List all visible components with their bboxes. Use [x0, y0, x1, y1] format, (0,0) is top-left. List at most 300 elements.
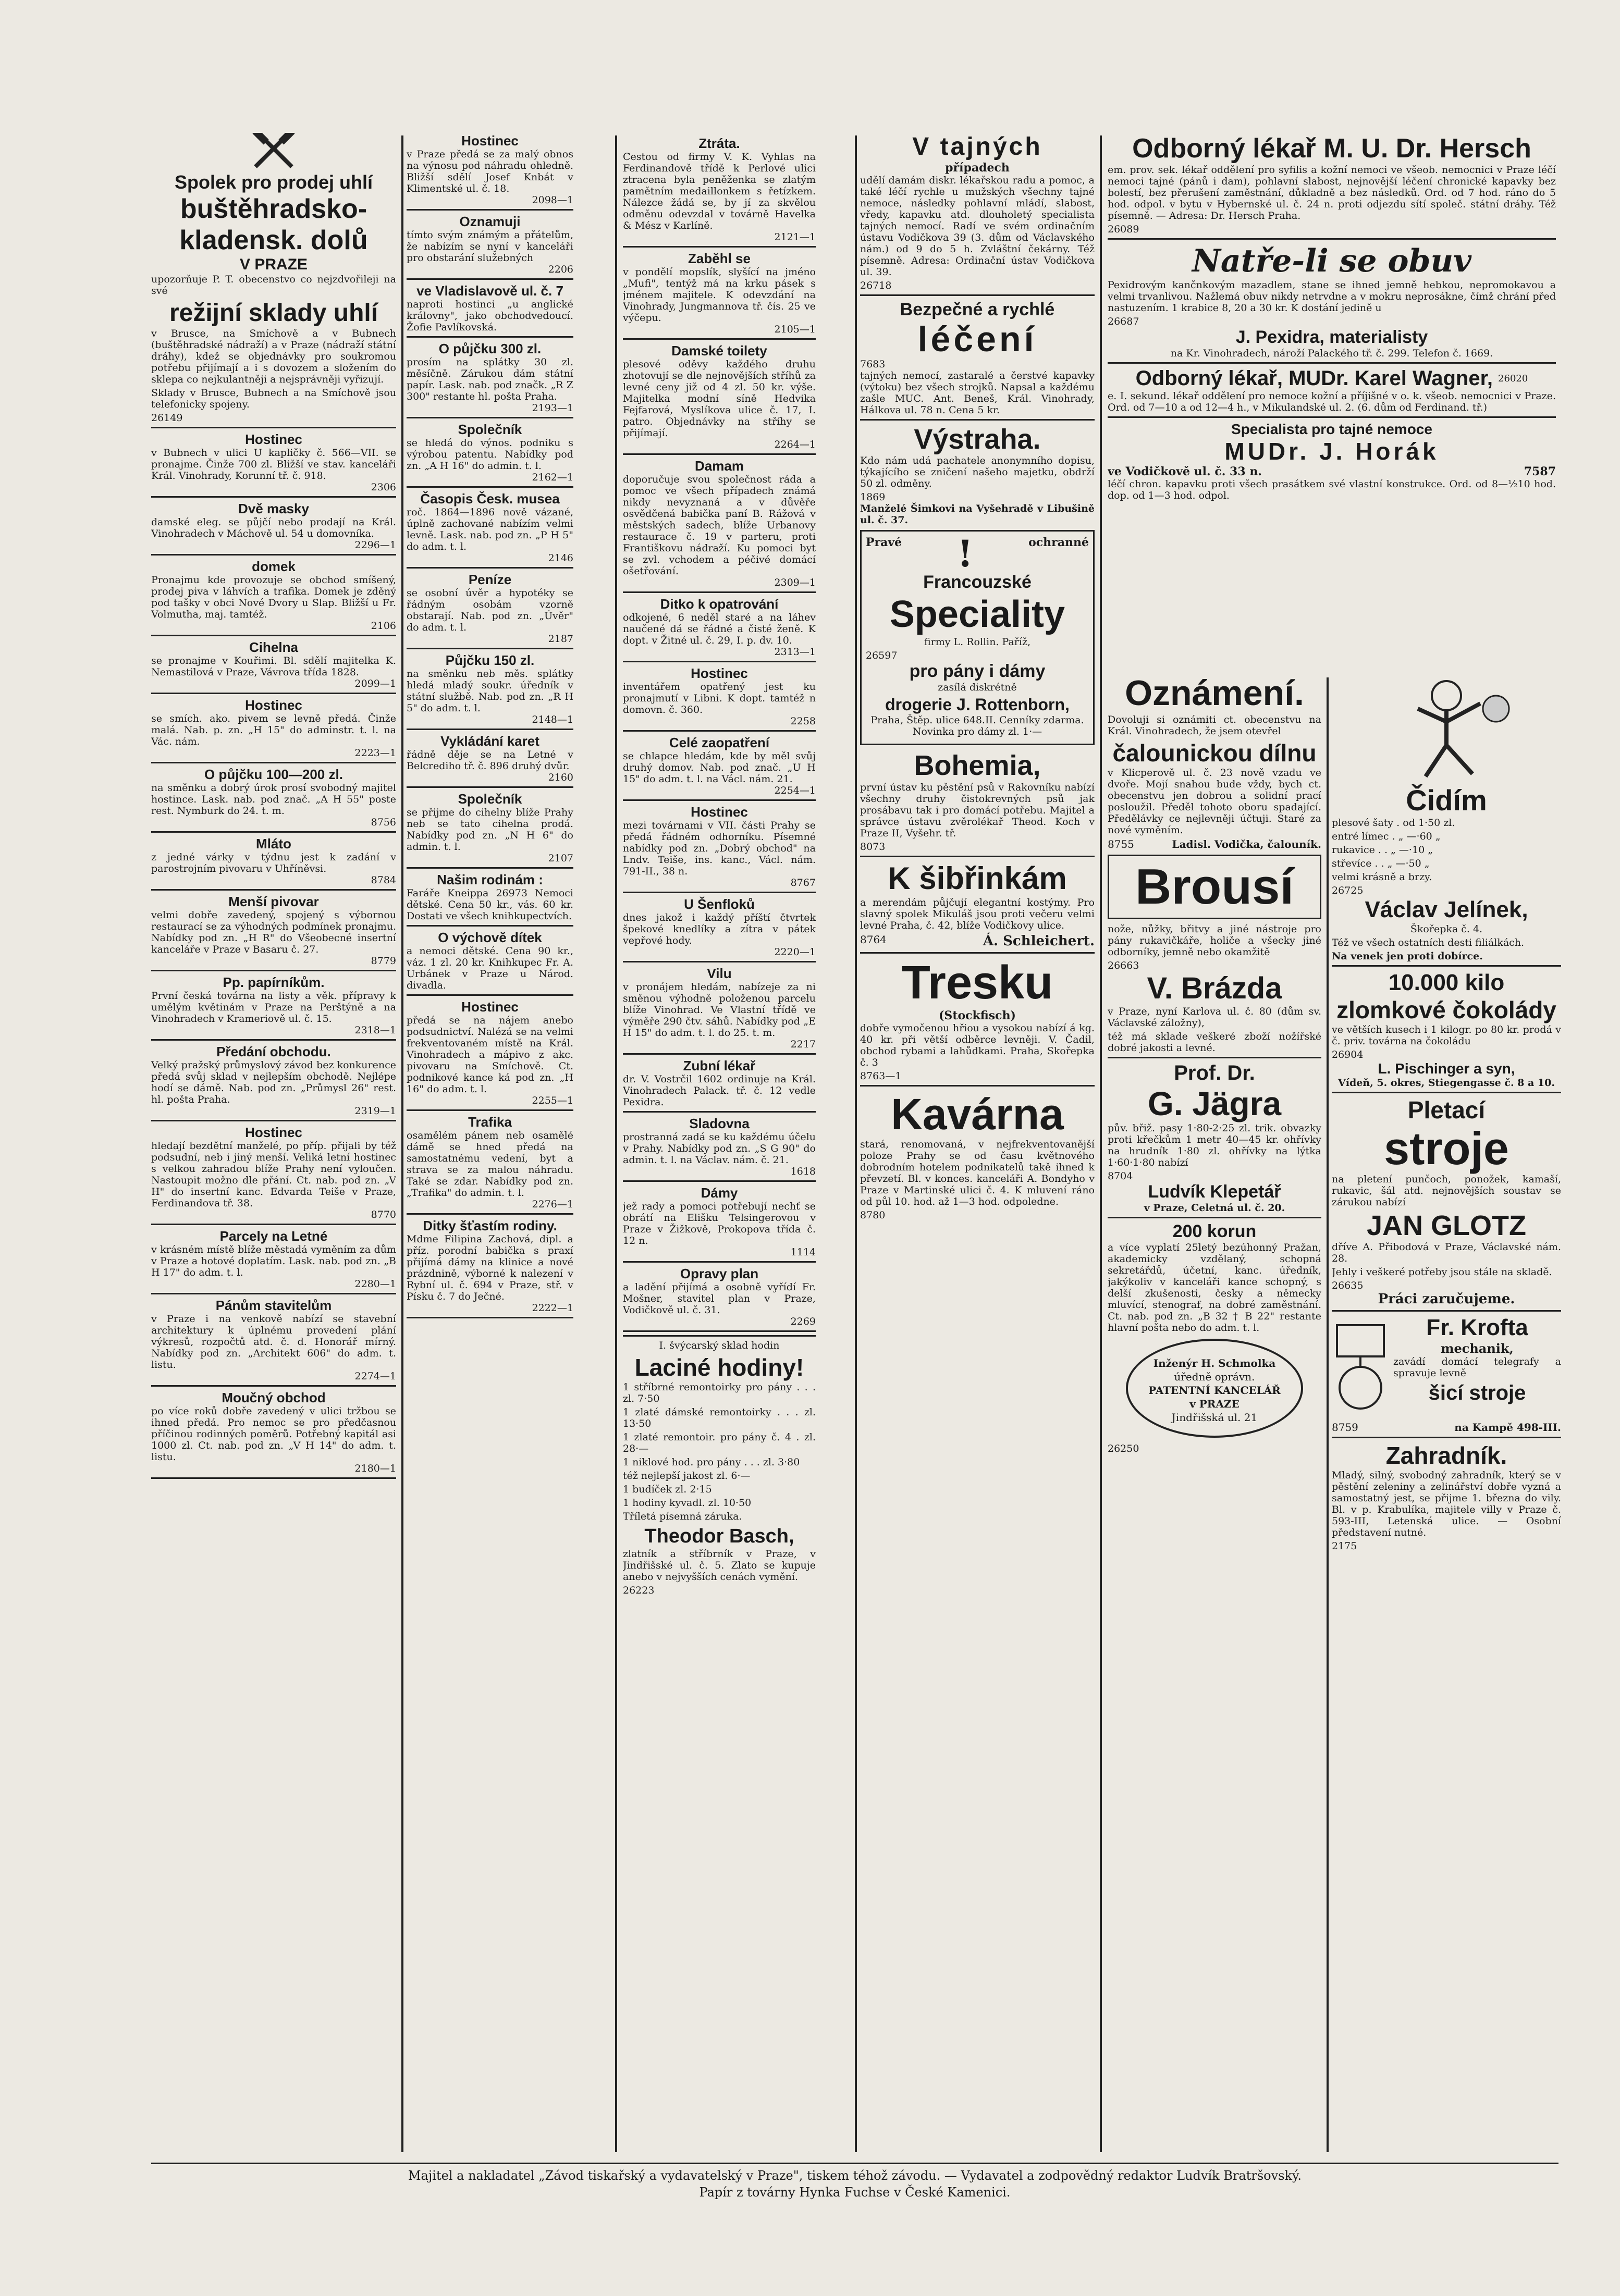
oznameni-sign: Ladisl. Vodička, čalouník. [1172, 838, 1321, 850]
brazda-body: též má sklade veškeré zboží nožířské dobré jakosti a levné. [1108, 1031, 1321, 1054]
classified-ad [407, 214, 573, 275]
oznameni-head: Oznámení. [1125, 673, 1304, 713]
ad-heading: Vykládání karet [440, 733, 539, 749]
ad-number: 1114 [790, 1246, 816, 1258]
imprint-footer [151, 2163, 1558, 2201]
cokolady-body: ve větších kusech i 1 kilogr. po 80 kr. prodá v č. priv. továrna na čokoládu [1332, 1024, 1561, 1047]
ad-number: 2274—1 [354, 1371, 396, 1382]
classified-ad [407, 791, 573, 864]
ad-heading: Pp. papírníkům. [223, 974, 325, 990]
sibrinkam-sign: Á. Schleichert. [983, 933, 1095, 949]
leceni-number: 7683 [860, 359, 886, 370]
ad-number: 2309—1 [774, 577, 816, 588]
classified-ad [151, 431, 396, 493]
classified-ad [151, 1390, 396, 1474]
ad-text: v Bubnech v ulici U kapličky č. 566—VII. se pronajme. Činže 700 zl. Bližší ve stav. kanceláři Král. Vinohrady, Korunní tř. č. 918. [151, 447, 396, 482]
jelinek-note: Na venek jen proti dobírce. [1332, 951, 1483, 962]
stamp-line-5: Jindřišská ul. 21 [1171, 1411, 1258, 1424]
price-line: 1 budíček zl. 2·15 [623, 1484, 712, 1495]
ad-text: na směnku a dobrý úrok prosí svobodný majitel hostince. Lask. nab. pod znač. „A H 55" poste rest. Nymburk do 24. t. m. [151, 782, 396, 817]
classified-ad [623, 1058, 816, 1108]
ad-number: 2319—1 [354, 1105, 396, 1117]
ad-heading: Společník [458, 791, 522, 807]
ad-heading: Zaběhl se [688, 251, 751, 266]
ad-number: 8784 [371, 874, 396, 886]
ad-heading: Časopis Česk. musea [420, 491, 560, 507]
hammers-icon [151, 133, 396, 171]
classified-ad [151, 767, 396, 828]
classified-ad [623, 735, 816, 796]
ad-text: roč. 1864—1896 nově vázané, úplně zachované nabízím velmi levně. Lask. nab. pod zn. „P H 5" do adm. t. l. [407, 507, 573, 552]
stroje-head: stroje [1384, 1122, 1509, 1174]
classified-ad [623, 251, 816, 335]
spolek-number: 26149 [151, 412, 183, 424]
ad-heading: Ditko k opatrování [660, 596, 779, 612]
classified-ad [623, 1116, 816, 1177]
ad-heading: Damské toilety [671, 343, 767, 359]
ad-number: 1618 [790, 1166, 816, 1177]
speciality-head: Speciality [889, 594, 1065, 635]
ad-text: inventářem opatřený jest ku pronajmutí v Libni. K dopt. tamtéž n domovn. č. 360. [623, 681, 816, 715]
sewing-machine-icon [1332, 1315, 1389, 1421]
column-rule [1327, 677, 1329, 2152]
clocks-number: 26223 [623, 1585, 655, 1596]
price-line: 1 hodiny kyvadl. zl. 10·50 [623, 1497, 752, 1509]
ad-text: Mdme Filipina Zachová, dipl. a příz. porodní babička s praxí přijímá dámy na klinice a nové prázdnině, výborné k nalezení v Rybní ul. č. 694 v Praze, stř. v Písku č. 7 do Ječné. [407, 1233, 573, 1302]
horak-addr: ve Vodičkově ul. č. 33 n. [1108, 465, 1262, 478]
spolek-city: V PRAZE [239, 256, 308, 273]
classified-ad [151, 639, 396, 689]
calounickou-head: čalounickou dílnu [1112, 739, 1317, 767]
classified-ad [407, 999, 573, 1106]
krofta-sub: mechanik, [1441, 1341, 1514, 1356]
ad-text: prostranná zadá se ku každému účelu v Prahy. Nabídky pod zn. „S G 90" do admin. t. l. na Václav. nám. č. 21. [623, 1131, 816, 1166]
ad-text: řádně děje se na Letné v Belcrediho tř. č. 896 druhý dvůr. [407, 749, 573, 772]
ad-text: Cestou od firmy V. K. Vyhlas na Ferdinandově třídě k Perlové ulici ztracena byla peněženka se zlatým pamětním medaillonkem s řetízkem. Nálezce žádá se, by jí za skvělou odměnu odevzdal v továrně Havelka & Mész v Karlíně. [623, 151, 816, 231]
price-line: plesové šaty . od 1·50 zl. [1332, 817, 1455, 829]
ad-text: První česká továrna na listy a věk. přípravy k umělým květinám v Praze na Perštýně a na Vinohradech v Krameriově ul. č. 15. [151, 990, 396, 1024]
ad-number: 2306 [371, 482, 396, 493]
leceni-body: tajných nemocí, zastaralé a čerstvé kapavky (výtoku) bez všech strojků. Napsal a každému zašle MUC. Ant. Beneš, Král. Vinohrady, Hálkova ul. 78 n. Cena 5 kr. [860, 370, 1095, 416]
ad-text: v Praze i na venkově nabízí se stavební architektury k úplnému provedení plání výkresů, rozpočtů atd. č. d. Honorář mírný. Nabídky pod zn. „Architekt 606" do adm. t. listu. [151, 1313, 396, 1371]
spolek-sklady: Sklady v Brusce, Bubnech a na Smíchově jsou telefonicky spojeny. [151, 387, 396, 410]
horak-body: léčí chron. kapavku proti všech prasátkem své vlastní konstrukce. Ord. od 8—½10 hod. dop. od 1—3 hod. odpol. [1108, 478, 1556, 501]
stamp-line-3: PATENTNÍ KANCELÁŘ [1148, 1384, 1281, 1397]
ad-number: 8779 [371, 955, 396, 967]
ad-number: 2264—1 [774, 439, 816, 450]
v-tajnych-sub: případech [945, 161, 1010, 175]
ad-text: v Praze předá se za malý obnos na výnosu pod náhradu ohledně. Bližší sdělí Josef Knbát v Klimentské ul. č. 18. [407, 149, 573, 194]
ad-heading: Dvě masky [238, 501, 309, 516]
ad-text: Pronajmu kde provozuje se obchod smíšený, prodej piva v láhvích a trafika. Domek je zděný pod tašky v obci Nové Dvory u Slap. Bližší u Fr. Volmutha, maj. tamtéž. [151, 574, 396, 620]
ad-number: 2255—1 [532, 1095, 573, 1106]
brousi-head: Brousí [1135, 859, 1294, 915]
ad-heading: Trafika [468, 1114, 512, 1130]
ad-text: velmi dobře zavedený, spojený s výbornou restaurací se za výhodných podmínek pronajmu. Nabídky pod zn. „H R" do Všeobecné insertní kanceláře v Praze v Basaru č. 27. [151, 909, 396, 955]
classified-ad [407, 572, 573, 645]
pletaci-head: Pletací [1407, 1096, 1486, 1124]
krofta-number: 8759 [1332, 1421, 1358, 1434]
kavarna-number: 8780 [860, 1209, 886, 1221]
krofta-addr: na Kampě 498-III. [1454, 1421, 1561, 1434]
ad-number: 2254—1 [774, 785, 816, 796]
hersch-number: 26089 [1108, 224, 1139, 235]
pexidra-name: J. Pexidra, materialisty [1235, 327, 1428, 347]
cidim-head: Čidím [1406, 784, 1487, 817]
v-tajnych-number: 26718 [860, 280, 892, 291]
classified-ad [623, 135, 816, 243]
price-line: 1 stříbrné remontoirky pro pány . . . zl. 7·50 [623, 1381, 816, 1404]
ad-number: 8770 [371, 1209, 396, 1220]
col1-ads [151, 431, 396, 1479]
ad-text: dnes jakož i každý příští čtvrtek špekové knedlíky a zítra v pátek vepřové hody. [623, 912, 816, 946]
sibrinkam-body: a merendám půjčují elegantní kostýmy. Pro slavný spolek Mikuláš jsou proti večeru velmi levné Praha, č. 42, blíže Vodičkovy ulice. [860, 897, 1095, 931]
spolek-intro: upozorňuje P. T. obecenstvo co nejzdvořileji na své [151, 274, 396, 297]
ad-text: Faráře Kneippa 26973 Nemoci dětské. Cena 50 kr., vás. 60 kr. Dostati ve všech knihkupectvích. [407, 887, 573, 922]
kavarna-head: Kavárna [891, 1090, 1064, 1139]
classified-ad [151, 974, 396, 1036]
ad-heading: ve Vladislavově ul. č. 7 [416, 283, 563, 299]
vystraha-body: Kdo nám udá pachatele anonymního dopisu, týkajícího se zničení našeho majetku, obdrží 50 zl. odměny. [860, 455, 1095, 489]
imprint-line-1: Majitel a nakladatel „Závod tiskařský a vydavatelský v Praze", tiskem téhož závodu. — Vydavatel a zodpovědný redaktor Ludvík Bratršovský. [151, 2163, 1558, 2184]
col2-ads [407, 133, 573, 1318]
leceni-head: léčení [917, 319, 1037, 359]
ad-number: 2180—1 [354, 1463, 396, 1474]
brousi-body: nože, nůžky, břitvy a jiné nástroje pro pány rukavičkáře, holiče a všecky jiné odborníky, jemně nebo okamžitě [1108, 923, 1321, 958]
ad-number: 8756 [371, 817, 396, 828]
odmena-body: a více vyplatí 25letý bezúhonný Pražan, akademicky vzdělaný, schopná sekretářdů, účetní, kanc. úředník, jakýkoliv v kanceláři kance schopný, s delší zkušenosti, česky a německy mluvící, stenograf, na dobré zaměstnání. Ct. nab. pod zn. „B 32 † B 22" restante hlavní pošta nebo do adm. t. l. [1108, 1242, 1321, 1334]
classified-ad [151, 836, 396, 886]
classified-ad [151, 1044, 396, 1117]
ad-heading: Hostinec [691, 804, 748, 820]
ad-heading: Společník [458, 422, 522, 437]
ad-number: 2223—1 [354, 747, 396, 759]
classified-ad [623, 1185, 816, 1258]
ad-number: 2220—1 [774, 946, 816, 958]
ad-text: hledají bezdětní manželé, po příp. přijali by též podsudní, neb i jiný menší. Veliká letní hostinec s velkou zahradou blíže Prahy není vyloučen. Nastoupit možno dle přání. Ct. nab. pod zn. „V H" do insertní kanc. Edvarda Teiše v Praze, Ferdinandova tř. 38. [151, 1140, 396, 1209]
bohemia-number: 8073 [860, 841, 886, 853]
price-line: 1 niklové hod. pro pány . . . zl. 3·80 [623, 1456, 800, 1468]
krofta-body: zavádí domácí telegrafy a spravuje levně [1393, 1356, 1561, 1379]
ad-heading: Předání obchodu. [216, 1044, 331, 1059]
ad-heading: Ditky šťastím rodiny. [423, 1218, 557, 1233]
ad-heading: Hostinec [461, 999, 519, 1015]
drogerie-name: drogerie J. Rottenborn, [885, 695, 1070, 714]
price-line: střevíce . . „ —·50 „ [1332, 858, 1430, 869]
v-tajnych-body: udělí damám diskr. lékařskou radu a pomoc, a také léčí rychle u mužských všechny tajné nemoce, následky pohlavní mládí, slabost, vředy, kapavku atd. dlouholetý specialista tajných nemocí. Radí ve svém ordinačním ústavu Vodičkova 39 (3. dům od Václavského nám.) od 9 do 5 h. Zvláštní čekárny. Též písemně. Adresa: Ordinační ústav Vodičkova ul. 39. [860, 175, 1095, 278]
glotz-body: Jehly i veškeré potřeby jsou stále na skladě. [1332, 1266, 1552, 1278]
ad-text: Velký pražský průmyslový závod bez konkurence předá svůj sklad v nejlepším obchodě. Nejlépe hodí se dámě. Nab. pod zn. „Průmysl 26" rest. hl. pošta Praha. [151, 1059, 396, 1105]
ad-text: se osobní úvěr a hypotéky se řádným osobám vzorně obstarají. Nab. pod zn. „Úvěr" do adm. t. l. [407, 587, 573, 633]
classified-ad [407, 652, 573, 725]
ad-text: se přijme do cihelny blíže Prahy neb se tato cihelna prodá. Nabídky pod zn. „N H 6" do admin. t. l. [407, 807, 573, 853]
classified-ad [407, 1218, 573, 1314]
bezpecne-head: Bezpečné a rychlé [900, 300, 1055, 319]
pexidra-addr: na Kr. Vinohradech, nároží Palackého tř. č. 299. Telefon č. 1669. [1170, 348, 1493, 359]
clocks-name: Theodor Basch, [644, 1525, 794, 1547]
ad-heading: Sladovna [689, 1116, 750, 1131]
zahradnik-number: 2175 [1332, 1540, 1357, 1552]
classified-ad [623, 458, 816, 588]
ad-heading: Hostinec [691, 665, 748, 681]
classified-ad [151, 1228, 396, 1290]
hersch-head: Odborný lékař M. U. Dr. Hersch [1132, 133, 1531, 164]
ad-text: doporučuje svou společnost ráda a pomoc ve všech případech známá nikdy nevyznaná a v důvěře osvědčená babička paní B. Rážová v městských sadech, blíže Urbanovy restaurace č. 19 v parteru, proti Františkovu nádraží. Ku pomoci byt se zvl. vchodem a péčivé domácí ošetřování. [623, 474, 816, 577]
jelinek-head: Václav Jelínek, [1365, 897, 1528, 922]
jagra-body: pův. břiž. pasy 1·80-2·25 zl. trik. obvazky proti křečkům 1 metr 40—45 kr. ohřívky na hrudník 1·80 zl. ohřívky na lýtka 1·60·1·80 nabízí [1108, 1122, 1321, 1168]
column-7 [1332, 672, 1561, 1552]
classified-ad [623, 804, 816, 888]
price-line: též nejlepší jakost zl. 6·— [623, 1470, 751, 1482]
ad-heading: Peníze [468, 572, 512, 587]
francouzske-label: Francouzské [923, 572, 1032, 592]
spolek-head: režijní sklady uhlí [169, 299, 378, 327]
pischinger-addr: Vídeň, 5. okres, Stiegengasse č. 8 a 10. [1338, 1077, 1555, 1089]
oznameni-body: Dovoluji si oznámiti ct. obecenstvu na Král. Vinohradech, že jsem otevřel [1108, 714, 1321, 737]
ad-heading: Půjčku 150 zl. [445, 652, 535, 668]
oznameni-addr: v Klicperově ul. č. 23 nově vzadu ve dvoře. Mojí snahou bude vždy, bych ct. obecenstvu jen dobrou a solidní prací posloužil. Předěl tohoto oboru spadající. Předělávky ce nejlevněji účtuji. Staré za nové vyměním. [1108, 767, 1321, 836]
ad-heading: Parcely na Letné [219, 1228, 328, 1244]
ad-number: 8767 [790, 877, 816, 888]
sibrinkam-head: K šibřinkám [888, 861, 1067, 896]
ad-heading: Opravy plan [680, 1266, 759, 1281]
ad-heading: O půjčku 300 zl. [438, 341, 542, 356]
ad-text: prosím na splátky 30 zl. měsíčně. Zárukou dám státní papír. Lask. nab. pod značk. „R Z 300" restante hl. pošta Praha. [407, 356, 573, 402]
ad-number: 2121—1 [774, 231, 816, 243]
bohemia-body: první ústav ku pěstění psů v Rakovníku nabízí všechny druhy čistokrevných psů jak prosábavu tak i pro domácí potřebu. Majitel a správce ústavu zvěrolékař Theod. Koch v Praze II, Vyšehr. tř. [860, 782, 1095, 839]
classified-ad [151, 1125, 396, 1220]
ad-text: v pondělí mopslík, slyšící na jméno „Mufi", tentýž má na krku pásek s jménem majitele. K odevzdání na Vinohrady, Jungmannova tř. čís. 25 ve výčepu. [623, 266, 816, 324]
column-rule [401, 135, 403, 2152]
tresku-body: dobře vymočenou hřiou a vysokou nabízí á kg. 40 kr. při větší odběrce levněji. V. Čadil, obchod rybami a lahůdkami. Praha, Skořepka č. 3 [860, 1022, 1095, 1068]
ad-heading: Moučný obchod [222, 1390, 326, 1405]
chranne-label: ochranné [1028, 536, 1089, 549]
pischinger-name: L. Pischinger a syn, [1378, 1060, 1515, 1077]
ad-heading: Celé zaopatření [669, 735, 770, 750]
ad-number: 2187 [548, 633, 573, 645]
ad-number: 2276—1 [532, 1199, 573, 1210]
tresku-number: 8763—1 [860, 1070, 902, 1082]
zahradnik-head: Zahradník. [1385, 1442, 1507, 1469]
ad-heading: Ztráta. [698, 135, 740, 151]
jelinek-body: Též ve všech ostatních desti filiálkách. [1332, 937, 1525, 948]
horak-top: Specialista pro tajné nemoce [1231, 421, 1432, 437]
ad-heading: Vilu [707, 966, 732, 981]
ad-text: z jedné várky v týdnu jest k zadání v parostrojním pivovaru v Uhříněvsi. [151, 851, 396, 874]
ad-number: 2280—1 [354, 1278, 396, 1290]
column-rule [855, 135, 857, 2152]
glotz-note: Práci zaručujeme. [1378, 1291, 1515, 1307]
drogerie-addr: Praha, Štěp. ulice 648.II. Cenníky zdarma. Novinka pro dámy zl. 1·— [870, 714, 1084, 737]
v-tajnych-head: V tajných [912, 133, 1042, 161]
ad-heading: Zubní lékař [683, 1058, 756, 1073]
ad-number: 2098—1 [532, 194, 573, 206]
exclamation-icon: ! [957, 532, 973, 575]
firmy-label: firmy L. Rollin. Paříž, [924, 636, 1030, 648]
ad-number: 2106 [371, 620, 396, 632]
sici-head: šicí stroje [1428, 1381, 1526, 1404]
kilo-head: 10.000 kilo [1388, 970, 1505, 995]
jagra-head: G. Jägra [1147, 1085, 1282, 1122]
ad-heading: Menší pivovar [228, 894, 319, 909]
price-line: 1 zlaté dámské remontoirky . . . zl. 13·50 [623, 1406, 816, 1429]
ad-heading: Hostinec [461, 133, 519, 149]
ad-number: 2313—1 [774, 646, 816, 658]
clocks-head: Laciné hodiny! [634, 1354, 804, 1381]
glotz-name: JAN GLOTZ [1367, 1210, 1526, 1241]
ad-number: 2148—1 [532, 714, 573, 725]
ad-heading: O půjčku 100—200 zl. [204, 767, 343, 782]
column-6 [1108, 672, 1321, 1454]
horak-name: MUDr. J. Horák [1224, 438, 1439, 465]
patent-office-stamp [1126, 1339, 1303, 1438]
vystraha-number: 1869 [860, 491, 886, 503]
ad-heading: Hostinec [245, 1125, 302, 1140]
classified-ad [407, 491, 573, 564]
jagra-top: Prof. Dr. [1174, 1061, 1255, 1084]
glotz-addr: dříve A. Přibodová v Praze, Václavské nám. 28. [1332, 1241, 1561, 1264]
price-line: rukavice . . „ —·10 „ [1332, 844, 1433, 856]
brazda-addr: v Praze, nyní Karlova ul. č. 80 (dům sv. Václavské záložny), [1108, 1006, 1321, 1029]
zasila-label: zasílá diskrétně [938, 682, 1017, 693]
klepetar-name: Ludvík Klepetář [1148, 1182, 1281, 1202]
ad-heading: Hostinec [245, 697, 302, 713]
vystraha-head: Výstraha. [914, 424, 1041, 455]
ad-number: 2258 [790, 715, 816, 727]
ad-heading: Mláto [256, 836, 291, 851]
ad-text: a nemoci dětské. Cena 90 kr., váz. 1 zl. 20 kr. Knihkupec Fr. A. Urbánek v Praze u Národ. divadla. [407, 945, 573, 991]
cidim-number: 26725 [1332, 885, 1364, 896]
obuv-body: Pexidrovým kančnkovým mazadlem, stane se ihned jemně hebkou, nepromokavou a velmi trvanlivou. Nažlemá obuv nikdy netrvdne a v mokru neprosákne, čímž chrání před nastuzením. 1 krabice 8, 20 a 30 kr. K dostání jedině u [1108, 279, 1556, 314]
classified-ad [623, 966, 816, 1050]
classified-ad [407, 872, 573, 922]
ad-number: 2162—1 [532, 472, 573, 483]
pro-pany: pro pány i dámy [909, 661, 1046, 681]
ad-text: po více roků dobře zavedený v ulici tržbou se ihned předá. Pro nemoc se pro předčasnou příčinou rodinných poměrů. Potřebný kapitál asi 1000 zl. Ct. nab. pod zn. „V H 14" do adm. t. listu. [151, 1405, 396, 1463]
stamp-line-1: Inženýr H. Schmolka [1153, 1357, 1276, 1369]
ad-number: 2105—1 [774, 324, 816, 335]
jelinek-addr: Škořepka č. 4. [1410, 923, 1483, 935]
sibrinkam-number: 8764 [860, 933, 887, 946]
classified-ad [407, 733, 573, 783]
column-rule [615, 135, 617, 2152]
ad-text: v krásném místě blíže městadá vyměním za dům v Praze a hotové doplatím. Lask. nab. pod zn. „B H 17" do adm. t. l. [151, 1244, 396, 1278]
ad-number: 2217 [790, 1039, 816, 1050]
classified-ad [623, 896, 816, 958]
stamp-line-4: v PRAZE [1189, 1398, 1239, 1410]
horak-number: 7587 [1524, 465, 1556, 478]
price-line: entré límec . „ —·60 „ [1332, 831, 1441, 842]
ad-text: mezi továrnami v VII. části Prahy se předá řádném odhorníku. Písemné nabídky pod zn. „Dobrý obchod" na Lndv. Teiše, ins. kanc., Václ. nám. 791-II., 38 n. [623, 820, 816, 877]
imprint-line-2: Papír z továrny Hynka Fuchse v České Kamenici. [699, 2185, 1011, 2200]
price-line: Tříletá písemná záruka. [623, 1511, 742, 1522]
ad-heading: Damam [695, 458, 744, 474]
ad-text: předá se na nájem anebo podsudnictví. Nalézá se na velmi frekventovaném místě na Král. Vinohradech a mápivo z akc. pivovaru na Smíchově. Ct. podnikové kance ká pod zn. „H 16" do adm. t. l. [407, 1015, 573, 1095]
classified-ad [151, 894, 396, 967]
jester-illustration-icon [1332, 672, 1561, 784]
ad-text: osamělém pánem neb osamělé dámě se hned předá na samostatnému vedení, byt a strava se za malou náhradu. Také se zdar. Nabídky pod zn. „Trafika" do admin. t. l. [407, 1130, 573, 1199]
column-2 [407, 133, 573, 1322]
classified-ad [623, 665, 816, 727]
ad-heading: Hostinec [245, 431, 302, 447]
ad-text: se smích. ako. pivem se levně předá. Činže malá. Nab. p. zn. „H 15" do adminstr. t. l. na Vác. nám. [151, 713, 396, 747]
spolek-body: v Brusce, na Smíchově a v Bubnech (buštěhradské nádraží) a v Praze (nádraží státní dráhy), kdež se objednávky pro soukromou potřebu přijímají a i s dovozem a složením do sklepa co nejkulantněji a nejsprávněji vyřizují. [151, 328, 396, 385]
cidim-lines [1332, 817, 1561, 883]
classified-ad [407, 930, 573, 991]
classified-ad [151, 559, 396, 632]
obuv-head: Natře-li se obuv [1192, 243, 1471, 279]
classified-ad [407, 422, 573, 483]
ad-heading: Dámy [701, 1185, 738, 1201]
speciality-box [860, 530, 1095, 745]
ad-text: jež rady a pomoci potřebují nechť se obrátí na Elišku Telsingerovou v Praze v Žižkově, Prokopova třída č. 12 n. [623, 1201, 816, 1246]
brousi-number: 26663 [1108, 960, 1139, 971]
ad-text: tímto svým známým a přátelům, že nabízím se nyní v kanceláři pro obstarání služebných [407, 229, 573, 264]
column-4 [860, 133, 1095, 1221]
cokolady-head: zlomkové čokolády [1336, 996, 1556, 1023]
clock-lines [623, 1381, 816, 1522]
ad-number: 2222—1 [532, 1302, 573, 1314]
classified-ad [407, 1114, 573, 1210]
column-1 [151, 133, 396, 1482]
ad-heading: O výchově dítek [438, 930, 542, 945]
ad-heading: Našim rodinám : [437, 872, 543, 887]
ad-heading: Pánům stavitelům [215, 1298, 332, 1313]
column-5 [1108, 133, 1556, 503]
brazda-head: V. Brázda [1147, 971, 1282, 1005]
ad-number: 2296—1 [354, 539, 396, 551]
ad-heading: domek [252, 559, 296, 574]
prave-label: Pravé [866, 536, 902, 549]
clocks-body: zlatník a stříbrník v Praze, v Jindřišské ul. č. 5. Zlato se kupuje anebo v nejvyšších cenách vymění. [623, 1548, 816, 1583]
hersch-body: em. prov. sek. lékař oddělení pro syfilis a kožní nemoci ve všeob. nemocnici v Praze léčí nemoci tajné (pánů i dam), pohlavní slabost, nejnovější léčení chronické kapavky bez bolestí, bez přerušení zaměstnání, důkladně a bez následků. Ord. od 7 hod. ráno do 5 hod. odpol. v bytu v Hybernské ul. č. 24 n. proti odjezdu sítí společ. státní dráhy. Též písemně. — Adresa: Dr. Hersch Praha. [1108, 164, 1556, 221]
glotz-number: 26635 [1332, 1280, 1364, 1291]
wagner-body: e. I. sekund. lékař oddělení pro nemoce kožní a příjišné v o. k. všeob. nemocnici v Praze. Ord. od 7—10 a od 12—4 h., v Mikulandské ul. 2. (6. dům od Ferdinand. tř.) [1108, 390, 1556, 413]
column-3 [623, 135, 816, 1596]
wagner-head: Odborný lékař, MUDr. Karel Wagner, [1135, 367, 1493, 390]
stockfisch-label: (Stockfisch) [939, 1009, 1016, 1022]
oznameni-number: 8755 [1108, 838, 1134, 850]
ad-heading: U Šenfloků [684, 896, 755, 912]
price-line: velmi krásně a brzy. [1332, 871, 1432, 883]
ad-text: se pronajme v Kouřimi. Bl. sdělí majitelka K. Nemastilová v Praze, Vávrova třída 1828. [151, 655, 396, 678]
klepetar-addr: v Praze, Celetná ul. č. 20. [1144, 1202, 1285, 1214]
ad-number: 2099—1 [354, 678, 396, 689]
ad-text: damské eleg. se půjčí nebo prodají na Král. Vinohradech v Máchově ul. 54 u domovníka. [151, 516, 396, 539]
col3-ads [623, 135, 816, 1332]
ad-number: 2107 [548, 853, 573, 864]
stamp-number: 26250 [1108, 1443, 1139, 1454]
stamp-line-2: úředně oprávn. [1174, 1371, 1255, 1383]
classified-ad [151, 1298, 396, 1382]
column-rule [1100, 135, 1102, 2152]
ad-heading: Oznamuji [459, 214, 521, 229]
ad-text: plesové oděvy každého druhu zhotovují se dle nejnovějších stříhů za levné ceny již od 4 zl. 50 kr. výše. Majitelka modní síně Hedvika Fejfarová, Myslíkova ulice č. 17, I. patro. Objednávky na stříhy se přijímají. [623, 359, 816, 439]
ad-text: odkojené, 6 neděl staré a na láhev naučené dá se řádné a čisté ženě. K dopt. v Žitné ul. č. 29, I. p. dv. 10. [623, 612, 816, 646]
tresku-head: Tresku [901, 957, 1053, 1009]
ad-number: 2206 [548, 264, 573, 275]
ad-number: 2269 [790, 1316, 816, 1327]
ad-text: dr. V. Vostrčil 1602 ordinuje na Král. Vinohradech Palack. tř. č. 12 vedle Pexidra. [623, 1073, 816, 1108]
ad-number: 2160 [548, 772, 573, 783]
classified-ad [151, 501, 396, 551]
ad-text: naproti hostinci „u anglické královny", jako obchodvedoucí. Žofie Pavlíkovská. [407, 299, 573, 333]
classified-ad [623, 343, 816, 450]
zahradnik-body: Mladý, silný, svobodný zahradník, který se v pěstění zeleniny a zelinářství dobře vyzná a samostatný jest, se přijme 1. března do vily. Bl. v p. Krabulíka, majitele villy v Praze č. 593-III, Letenská ulice. — Osobní představení nutné. [1332, 1470, 1561, 1538]
ad-text: se chlapce hledám, kde by měl svůj druhý domov. Nab. pod znač. „U H 15" do adm. t. l. na Václ. nám. 21. [623, 750, 816, 785]
ad-number: 2193—1 [532, 402, 573, 414]
firmy-number: 26597 [866, 650, 898, 661]
